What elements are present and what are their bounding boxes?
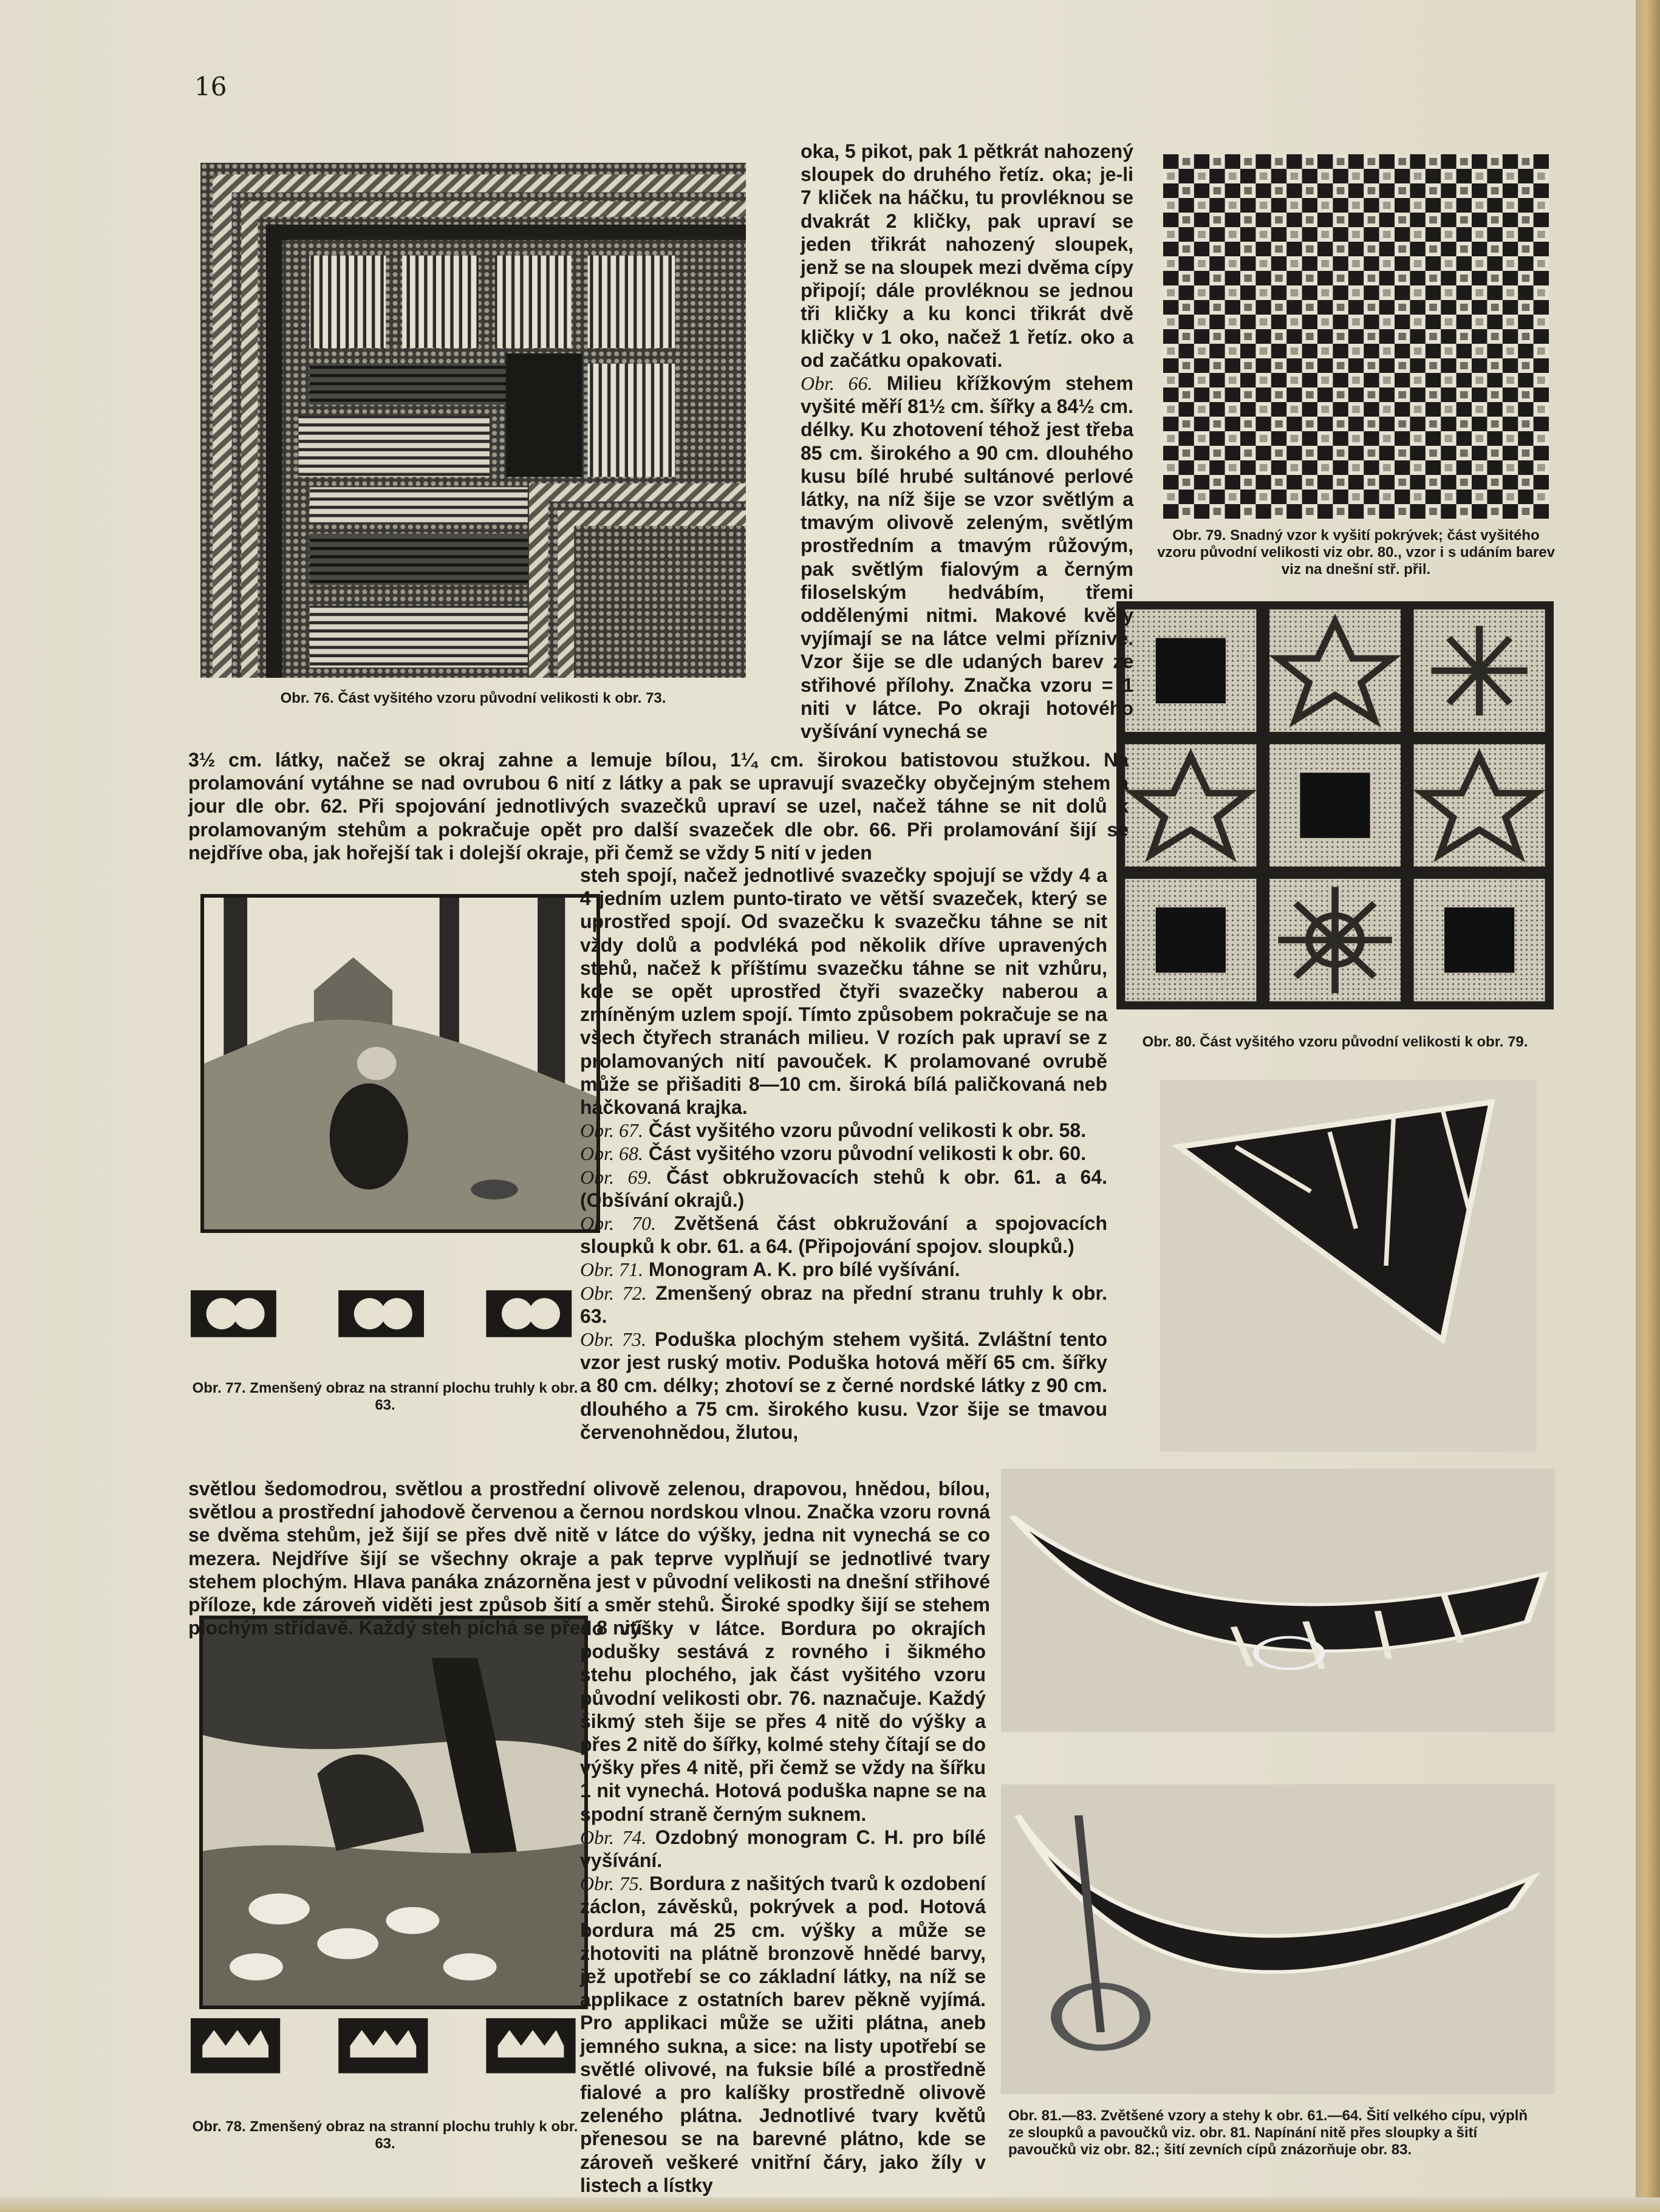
caption-fig77: Obr. 77. Zmenšený obraz na stranní plochu truhly k obr. 63. [192,1380,578,1413]
figure-83-outer-corner-stitch [1001,1784,1555,2094]
figure-76-embroidery-sample [200,163,746,678]
page-bottom-edge [0,2197,1660,2212]
caption-fig76: Obr. 76. Část vyšitého vzoru původní velikosti k obr. 73. [280,690,666,706]
caption-fig79: Obr. 79. Snadný vzor k vyšití pokrývek; část vyšitého vzoru původní velikosti viz obr. 80., vzor i s udáním barev viz na dnešní stř. přil. [1157,527,1555,578]
caption-fig78: Obr. 78. Zmenšený obraz na stranní plochu truhly k obr. 63. [192,2118,578,2152]
figure-81-corner-stitch [1160,1080,1537,1452]
figure-78-motif-row [191,2010,579,2077]
figure-78-illustration-geese [199,1616,588,2009]
text-wide-block-2: světlou šedomodrou, světlou a prostřední olivově zelenou, drapovou, hnědou, bílou, světlou a prostřední jahodově červenou a černou nordskou vlnou. Značka vzoru rovná se dvěma stehům, jež šijí se přes dvě nitě v látce do výšky, jedna nit vynechá se co mezera. Nejdříve šijí se všechny okraje a pak teprve vyplňují se jednotlivé tvary stehem plochým. Hlava panáka znázorněna jest v původní velikosti na dnešní střihové příloze, kde zároveň viděti jest způsob šití a směr stehů. Široké spodky šijí se stehem plochým střídavě. Každý steh píchá se přes 8 nití [188,1478,990,1639]
caption-fig80: Obr. 80. Část vyšitého vzoru původní velikosti k obr. 79. [1142,1034,1528,1050]
figure-82-curved-stitch [1001,1469,1555,1732]
paragraph-obr74: Obr. 74. Ozdobný monogram C. H. pro bílé vyšívání. [580,1826,986,1872]
paragraph-obr71: Obr. 71. Monogram A. K. pro bílé vyšívání. [580,1258,960,1281]
text-column-middle [580,864,1107,1444]
figure-80-star-embroidery [1116,601,1554,1009]
text-column-bottom [580,1617,986,2197]
text-column-top [801,140,1133,743]
ref-obr66: Obr. 66. [801,372,873,395]
paragraph-obr69: Obr. 69. Část obkružovacích stehů k obr. 61. a 64. (Obšívání okrajů.) [580,1166,1108,1211]
paragraph-obr72: Obr. 72. Zmenšený obraz na přední stranu truhly k obr. 63. [580,1282,1108,1327]
figure-77-motif-row [191,1286,579,1341]
figure-77-illustration-girl [200,894,600,1233]
page-number: 16 [194,72,227,101]
paragraph-obr75: Obr. 75. Bordura z našitých tvarů k ozdobení záclon, závěsků, pokrývek a pod. Hotová bordura má 25 cm. výšky a může se zhotoviti na plátně bronzově hnědé barvy, jež upotřebí se co základní látky, na níž se applikace z ostatních barev pěkně vyjímá. Pro applikaci může se užiti plátna, aneb jemného sukna, a sice: na listy upotřebí se světlé olivové, na fuksie bílé a prostředně fialové a pro kalíšky prostředně olivově zeleného plátna. Jednotlivé tvary květů přenesou se na barevné plátno, kde se zároveň veškeré vnitřní čáry, jako žíly v listech a lístky [580,1872,986,2196]
paragraph-bordura: do výšky v látce. Bordura po okrajích podušky sestává z rovného i šikmého stehu plochého, jak část vyšitého vzoru původní velikosti obr. 76. naznačuje. Každý šikmý steh šije se přes 4 nitě do výšky a přes 2 nitě do šířky, kolmé stehy čítají se do výšky přes 4 nitě, při čemž se vždy na šířku 1 nit vynechá. Hotová poduška napne se na spodní straně černým suknem. [580,1617,986,1825]
figure-79-checker-pattern [1163,154,1549,519]
paragraph-obr66: Obr. 66. Milieu křížkovým stehem vyšité měří 81½ cm. šířky a 84½ cm. délky. Ku zhotovení téhož jest třeba 85 cm. širokého a 90 cm. dlouhého kusu bílé hrubé sultánové perlové látky, na níž šije se vzor světlým a tmavým olivově zeleným, světlým prostředním a tmavým růžovým, pak světlým fialovým a černým filoselským hedvábím, třemi oddělenými nitmi. Makové květy vyjímají se na látce velmi příznivě. Vzor šije se dle udaných barev ze střihové přílohy. Značka vzoru = 1 niti v látce. Po okraji hotového vyšívání vynechá se [801,372,1133,743]
book-spine [1636,0,1660,2212]
paragraph-crochet: oka, 5 pikot, pak 1 pětkrát nahozený sloupek do druhého řetíz. oka; je-li 7 kliček na háčku, tu provléknou se dvakrát 2 kličky, pak upraví se jeden třikrát nahozený sloupek, jenž se na sloupek mezi dvěma cípy připojí; dále provléknou se jednou tři kličky a ku konci třikrát dvě kličky v 1 oko, načež 1 řetíz. oko a od začátku opakovati. [801,140,1133,371]
paragraph-obr68: Obr. 68. Část vyšitého vzoru původní velikosti k obr. 60. [580,1142,1087,1165]
paragraph-obr70: Obr. 70. Zvětšená část obkružování a spojovacích sloupků k obr. 61. a 64. (Připojování spojov. sloupků.) [580,1212,1107,1258]
paragraph-obr67: Obr. 67. Část vyšitého vzoru původní velikosti k obr. 58. [580,1119,1087,1142]
paragraph-obr73: Obr. 73. Poduška plochým stehem vyšitá. Zvláštní tento vzor jest ruský motiv. Poduška hotová měří 65 cm. šířky a 80 cm. délky; zhotoví se z černé nordské látky z 90 cm. dlouhého a 75 cm. širokého kusu. Vzor šije se tmavou červenohnědou, žlutou, [580,1328,1107,1443]
caption-fig81-83: Obr. 81.—83. Zvětšené vzory a stehy k obr. 61.—64. Šití velkého cípu, výplň ze sloupků a pavoučků viz. obr. 81. Napínání nitě přes sloupky a šití pavoučků viz obr. 82.; šití zevních cípů znázorňuje obr. 83. [1008,2108,1528,2158]
paragraph-prolamovani: steh spojí, načež jednotlivé svazečky spojují se vždy 4 a 4 jedním uzlem punto-tirato ve větší svazeček, který se uprostřed spojí. Od svazečku k svazečku táhne se nit vždy dolů a podvléká pod několik dříve upravených stehů, načež k příštímu svazečku táhne se nit vzhůru, kde se opět uprostřed čtyři svazečky naberou a zmíněným uzlem spojí. Tímto způsobem pokračuje se na všech čtyřech stranách milieu. V rozích pak upraví se z prolamovaných nití pavouček. K prolamované ovrubě může se přišaditi 8—10 cm. široká bílá paličkovaná neb háčkovaná krajka. [580,864,1107,1119]
text-wide-block-1: 3½ cm. látky, načež se okraj zahne a lemuje bílou, 1¼ cm. širokou batistovou stužkou. Na prolamování vytáhne se nad ovrubou 6 nití z látky a pak se upravují svazečky obyčejným stehem à jour dle obr. 62. Při spojování jednotlivých svazečků upraví se uzel, načež táhne se nit dolů k prolamovaným stehům a pokračuje opět pro další svazeček dle obr. 66. Při prolamování šijí se nejdříve oba, jak hořejší tak i dolejší okraje, při čemž se vždy 5 nití v jeden [188,749,1129,864]
